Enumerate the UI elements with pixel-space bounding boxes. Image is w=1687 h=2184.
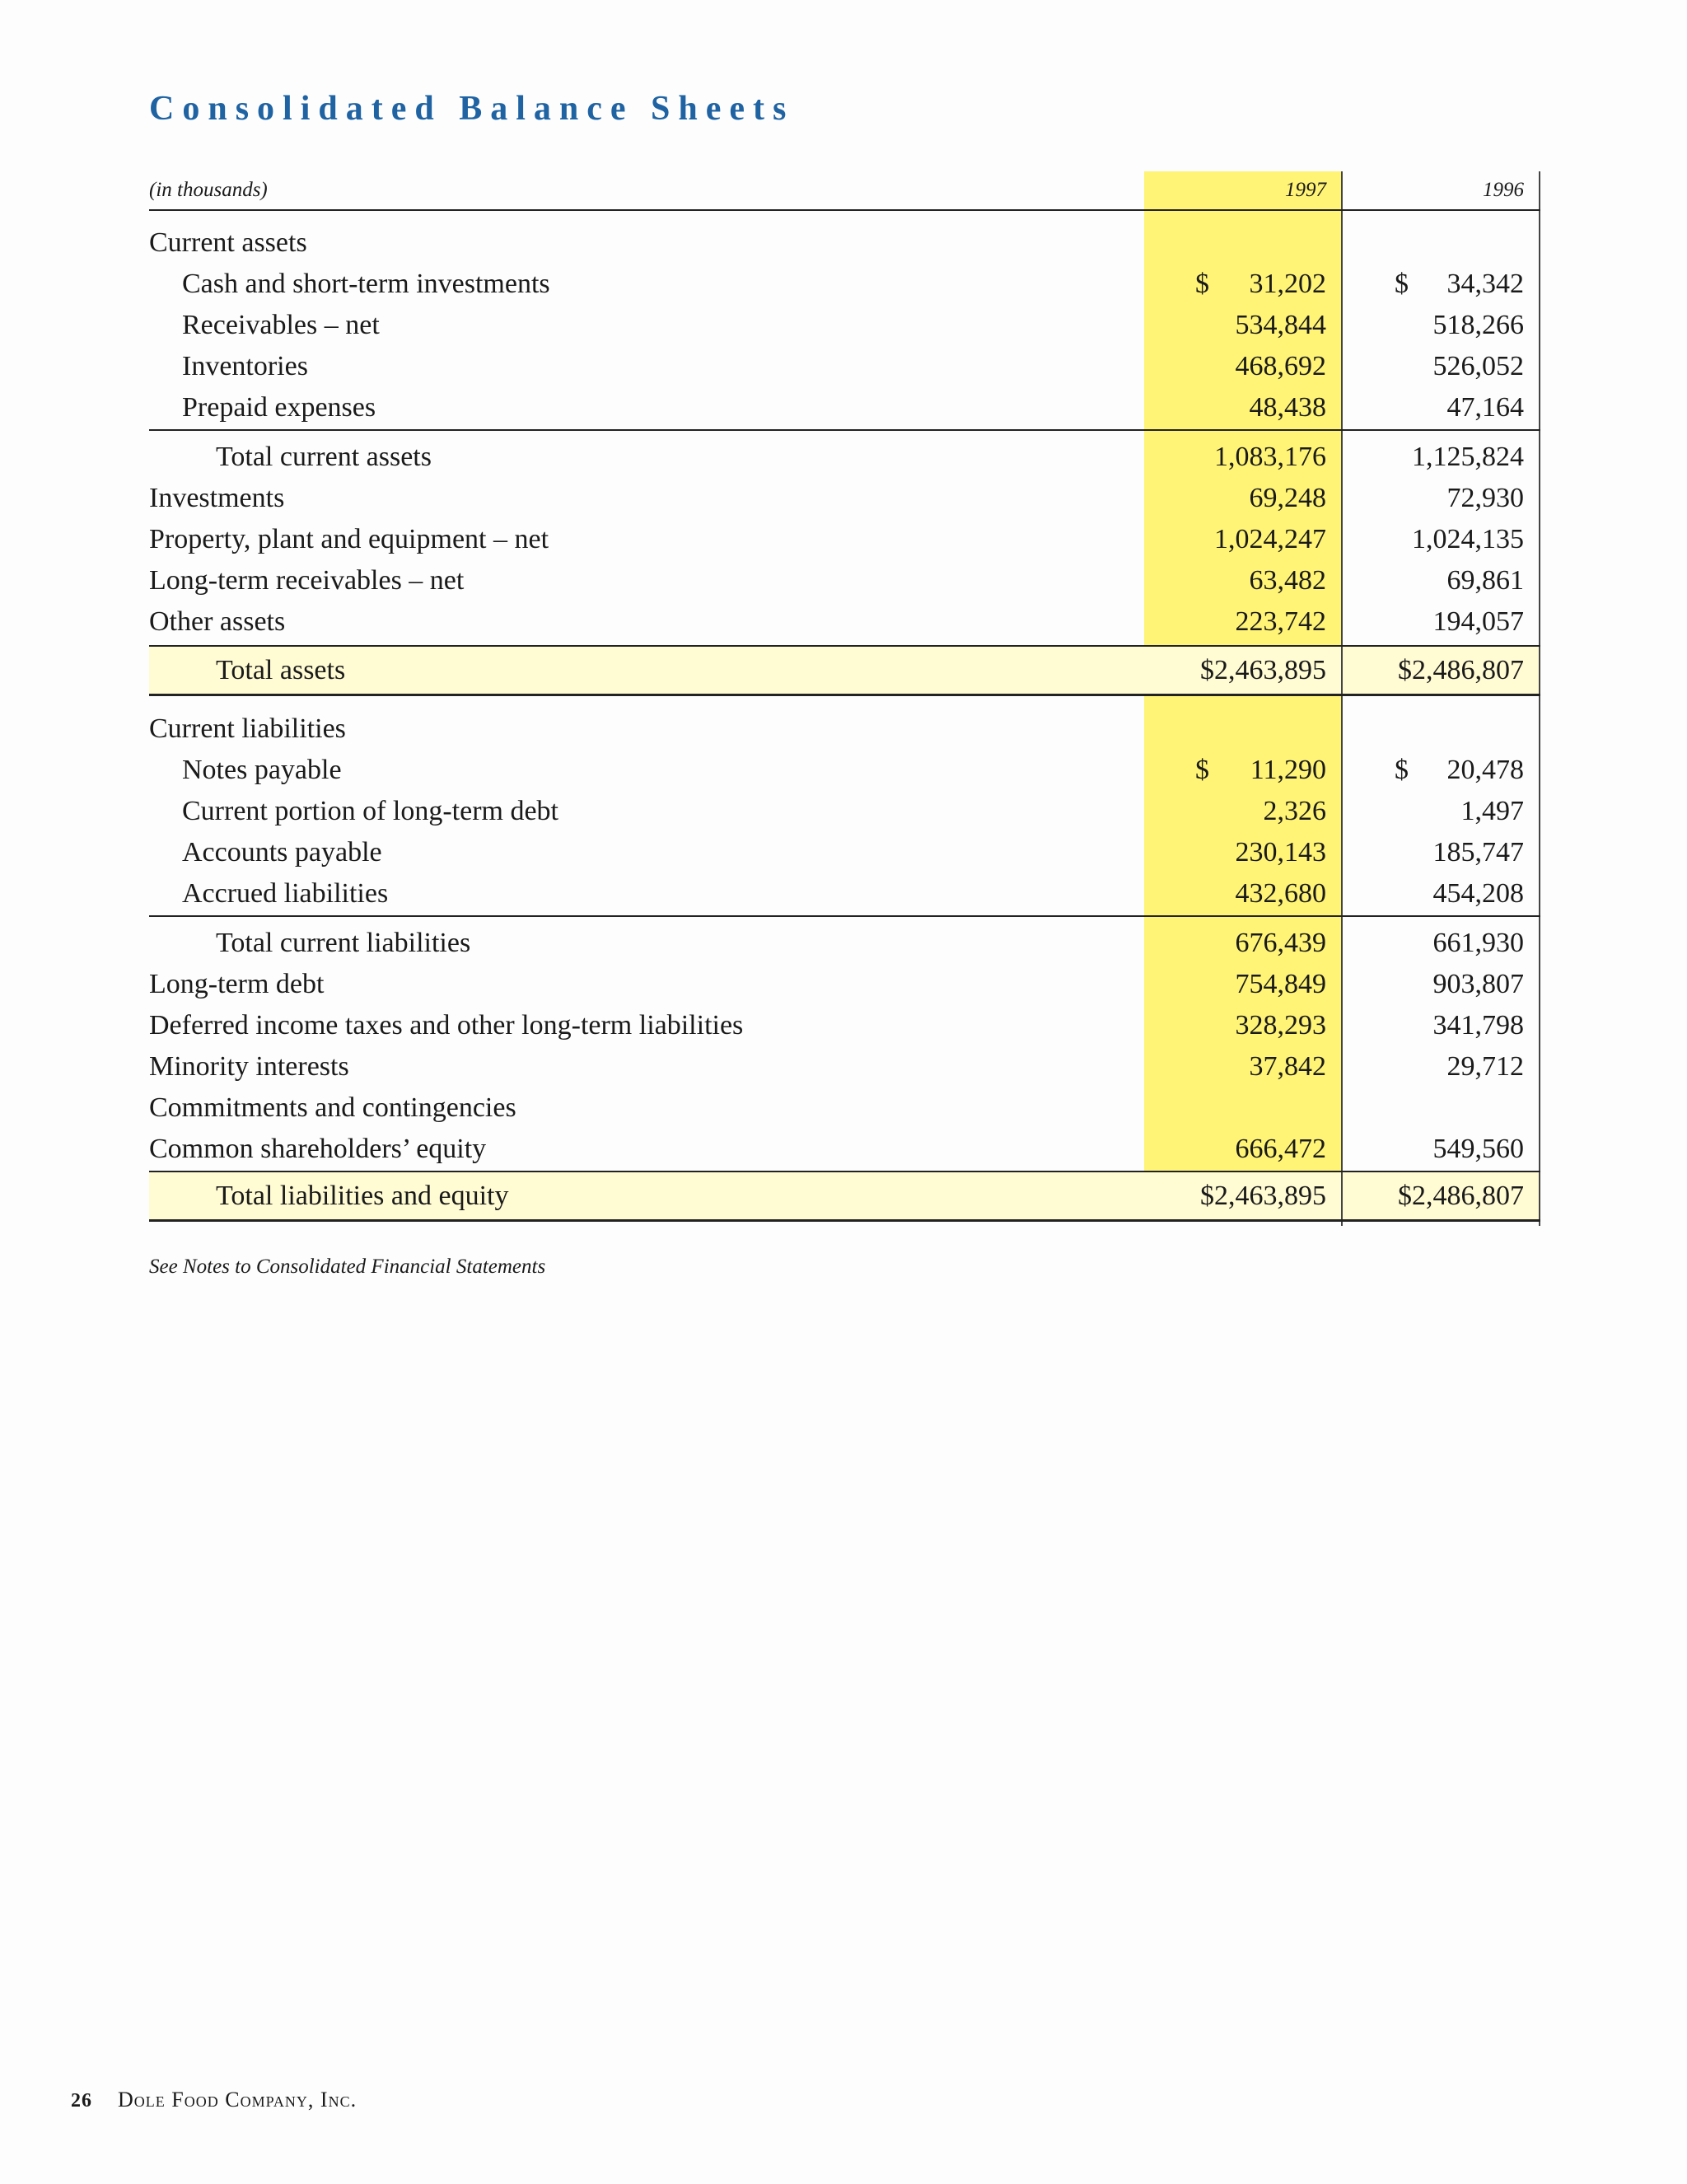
row-label: Prepaid expenses xyxy=(182,392,376,423)
row-label: Notes payable xyxy=(182,755,342,785)
table-row xyxy=(149,1087,1540,1129)
table-row xyxy=(149,601,1540,643)
row-label: Cash and short-term investments xyxy=(182,269,550,299)
total-current-assets-row xyxy=(149,437,1540,478)
value-1997: 230,143 xyxy=(1235,837,1326,868)
value-1996: 661,930 xyxy=(1432,928,1524,958)
currency-symbol: $ xyxy=(1395,269,1409,299)
row-label: Other assets xyxy=(149,606,286,637)
row-label: Property, plant and equipment – net xyxy=(149,524,549,554)
value-1997: 432,680 xyxy=(1235,878,1326,909)
value-1996: 1,024,135 xyxy=(1412,524,1524,554)
value-1996: 1,497 xyxy=(1460,796,1524,826)
value-1997: 676,439 xyxy=(1235,928,1326,958)
row-label: Total assets xyxy=(216,655,346,685)
value-1996: 194,057 xyxy=(1432,606,1524,637)
value-1996: 903,807 xyxy=(1432,969,1524,999)
value-1997: 1,024,247 xyxy=(1214,524,1326,554)
total-liabilities-rule xyxy=(149,1219,1540,1222)
row-label: Long-term receivables – net xyxy=(149,565,465,596)
value-1997: 1,083,176 xyxy=(1214,442,1326,472)
section-heading xyxy=(149,222,1540,264)
currency-symbol: $ xyxy=(1195,269,1209,299)
row-label: Common shareholders’ equity xyxy=(149,1134,487,1164)
page-title: Consolidated Balance Sheets xyxy=(149,90,795,128)
row-label: Commitments and contingencies xyxy=(149,1092,516,1123)
row-label: Total current assets xyxy=(216,442,432,472)
table-row xyxy=(149,560,1540,601)
value-1997: 754,849 xyxy=(1235,969,1326,999)
units-label: (in thousands) xyxy=(149,179,268,201)
table-row xyxy=(149,791,1540,832)
current-liabilities-heading: Current liabilities xyxy=(149,713,346,744)
row-label: Receivables – net xyxy=(182,310,380,340)
value-1997: $2,463,895 xyxy=(1200,1181,1326,1211)
total-assets-rule xyxy=(149,694,1540,696)
table-row xyxy=(149,346,1540,387)
assets-band-rule xyxy=(149,645,1540,647)
value-1997: 534,844 xyxy=(1235,310,1326,340)
value-1997: 11,290 xyxy=(1250,755,1326,785)
row-label: Long-term debt xyxy=(149,969,325,999)
value-1996: 72,930 xyxy=(1446,483,1524,513)
value-1996: 341,798 xyxy=(1432,1010,1524,1041)
row-label: Total liabilities and equity xyxy=(216,1181,509,1211)
value-1996: 1,125,824 xyxy=(1412,442,1524,472)
table-row xyxy=(149,519,1540,560)
table-row xyxy=(149,832,1540,873)
footnote: See Notes to Consolidated Financial Statements xyxy=(149,1256,546,1278)
value-1996: 518,266 xyxy=(1432,310,1524,340)
value-1996: $2,486,807 xyxy=(1398,655,1524,685)
value-1997: 468,692 xyxy=(1235,351,1326,381)
balance-sheet-table xyxy=(149,171,1540,1224)
table-row xyxy=(149,264,1540,305)
table-row xyxy=(149,305,1540,346)
value-1996: 185,747 xyxy=(1432,837,1524,868)
table-row xyxy=(149,1046,1540,1087)
year-1997-header: 1997 xyxy=(1285,179,1326,201)
value-1996: 29,712 xyxy=(1446,1051,1524,1082)
row-label: Current portion of long-term debt xyxy=(182,796,559,826)
header-rule xyxy=(149,209,1540,211)
value-1997: 223,742 xyxy=(1235,606,1326,637)
table-row xyxy=(149,750,1540,791)
section-heading xyxy=(149,709,1540,750)
value-1996: 47,164 xyxy=(1446,392,1524,423)
table-row xyxy=(149,1005,1540,1046)
liabilities-band-rule xyxy=(149,1171,1540,1172)
currency-symbol: $ xyxy=(1395,755,1409,785)
current-liabilities-rule xyxy=(149,915,1540,917)
currency-symbol: $ xyxy=(1195,755,1209,785)
value-1997: 328,293 xyxy=(1235,1010,1326,1041)
row-label: Accounts payable xyxy=(182,837,382,868)
row-label: Accrued liabilities xyxy=(182,878,389,909)
row-label: Minority interests xyxy=(149,1051,349,1082)
value-1996: 69,861 xyxy=(1446,565,1524,596)
table-row xyxy=(149,1129,1540,1170)
year-1996-header: 1996 xyxy=(1483,179,1524,201)
current-assets-rule xyxy=(149,429,1540,431)
table-row xyxy=(149,873,1540,914)
company-name: Dole Food Company, Inc. xyxy=(118,2088,357,2112)
total-liabilities-row xyxy=(149,1176,1540,1217)
value-1996: 454,208 xyxy=(1432,878,1524,909)
page-number: 26 xyxy=(71,2090,92,2112)
table-row xyxy=(149,964,1540,1005)
value-1996: $2,486,807 xyxy=(1398,1181,1524,1211)
value-1997: 2,326 xyxy=(1263,796,1326,826)
table-row xyxy=(149,478,1540,519)
table-header xyxy=(149,171,1540,209)
total-assets-row xyxy=(149,650,1540,691)
table-row xyxy=(149,387,1540,428)
value-1997: 69,248 xyxy=(1249,483,1326,513)
value-1997: $2,463,895 xyxy=(1200,655,1326,685)
value-1997: 63,482 xyxy=(1249,565,1326,596)
value-1997: 666,472 xyxy=(1235,1134,1326,1164)
row-label: Total current liabilities xyxy=(216,928,471,958)
value-1997: 31,202 xyxy=(1249,269,1326,299)
total-current-liabilities-row xyxy=(149,923,1540,964)
current-assets-heading: Current assets xyxy=(149,227,307,258)
row-label: Investments xyxy=(149,483,285,513)
page-footer xyxy=(71,2088,357,2112)
value-1997: 37,842 xyxy=(1249,1051,1326,1082)
row-label: Inventories xyxy=(182,351,308,381)
value-1996: 526,052 xyxy=(1432,351,1524,381)
value-1996: 20,478 xyxy=(1446,755,1524,785)
value-1996: 34,342 xyxy=(1446,269,1524,299)
row-label: Deferred income taxes and other long-term liabilities xyxy=(149,1010,744,1041)
value-1997: 48,438 xyxy=(1249,392,1326,423)
value-1996: 549,560 xyxy=(1432,1134,1524,1164)
